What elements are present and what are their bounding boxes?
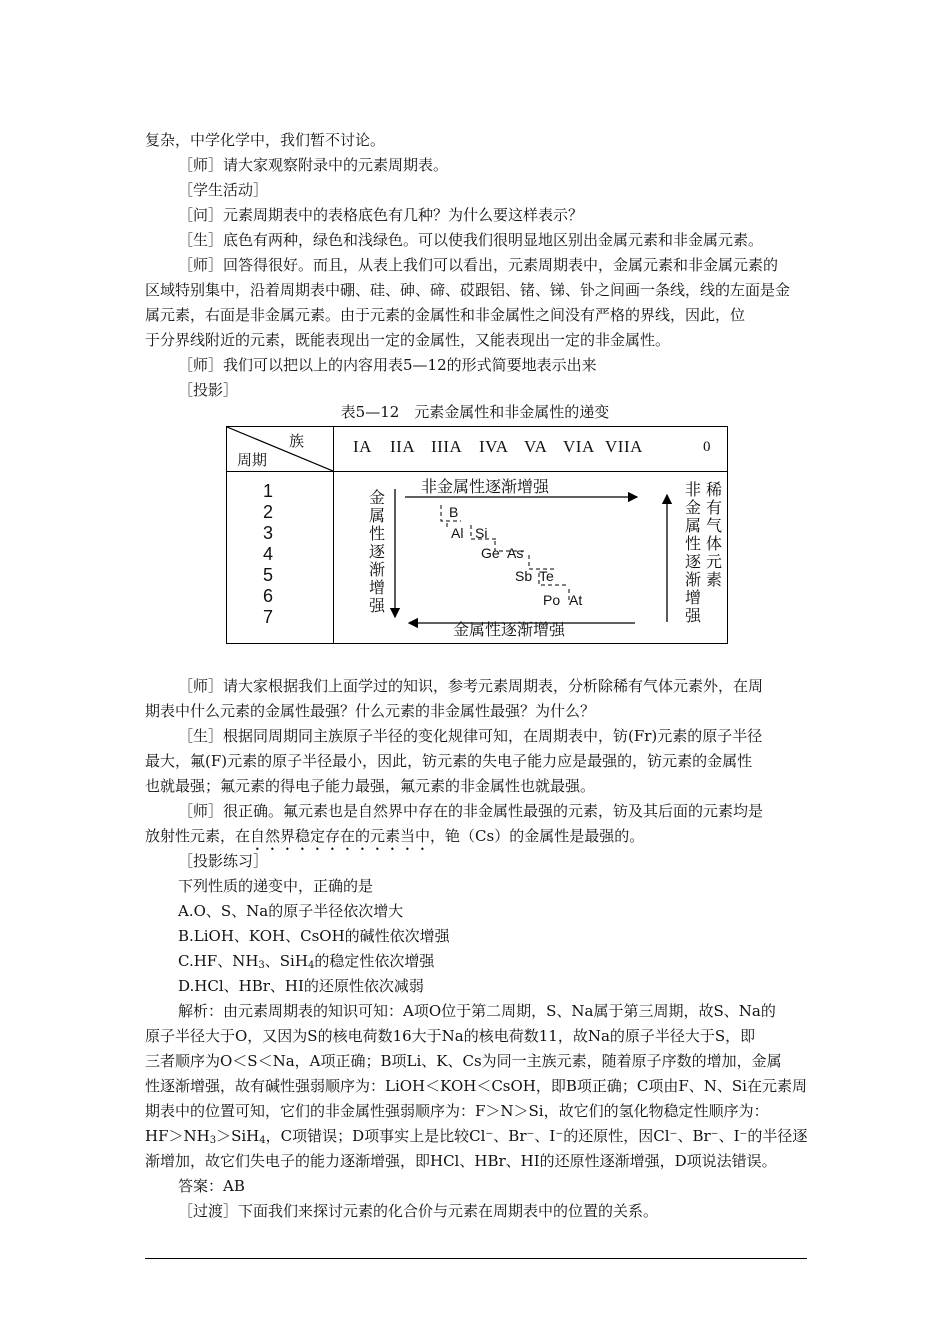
text-line: ［生］底色有两种，绿色和浅绿色。可以使我们很明显地区别出金属元素和非金属元素。 bbox=[178, 231, 764, 249]
text-span: 、SiH bbox=[264, 952, 308, 970]
group-label: IVA bbox=[479, 437, 509, 456]
element-po: Po bbox=[543, 592, 561, 608]
text-span: HF＞NH bbox=[145, 1127, 210, 1145]
group-label: IIA bbox=[390, 437, 416, 456]
text-line: ［师］回答得很好。而且，从表上我们可以看出，元素周期表中，金属元素和非金属元素的 bbox=[178, 256, 779, 274]
group-label: 0 bbox=[703, 439, 711, 455]
text-line: 期表中什么元素的金属性最强？什么元素的非金属性最强？为什么？ bbox=[145, 702, 596, 720]
subscript: 4 bbox=[259, 1135, 266, 1146]
text-span: ＞SiH bbox=[216, 1127, 260, 1145]
element-si: Si bbox=[475, 525, 488, 541]
text-line: 也就最强；氟元素的得电子能力最强，氟元素的非金属性也就最强。 bbox=[145, 777, 596, 795]
group-label: VIIA bbox=[605, 437, 643, 456]
text-line: 三者顺序为O＜S＜Na，A项正确；B项Li、K、Cs为同一主族元素，随着原子序数的增加，金属 bbox=[145, 1052, 782, 1070]
text-line: 下列性质的递变中，正确的是 bbox=[178, 877, 374, 895]
group-label: IA bbox=[353, 437, 372, 456]
header-group-label: 族 bbox=[289, 432, 305, 450]
top-arrow-label: 非金属性逐渐增强 bbox=[421, 477, 550, 496]
text-line: ［生］根据同周期同主族原子半径的变化规律可知，在周期表中，钫(Fr)元素的原子半径 bbox=[178, 727, 763, 745]
text-span: 放射性元素，在 bbox=[145, 827, 251, 845]
element-at: At bbox=[569, 592, 583, 608]
element-b: B bbox=[449, 504, 459, 520]
text-line: 渐增加，故它们失电子的能力逐渐增强，即HCl、HBr、HI的还原性逐渐增强，D项说法错误。 bbox=[145, 1152, 777, 1170]
text-line: 区域特别集中，沿着周期表中硼、硅、砷、碲、砹跟铝、锗、锑、钋之间画一条线，线的左面是金 bbox=[145, 281, 791, 299]
text-span: 的稳定性依次增强 bbox=[314, 952, 435, 970]
period-numbers: 1 2 3 4 5 6 7 bbox=[263, 481, 274, 627]
text-line: 期表中的位置可知，它们的非金属性强弱顺序为：F＞N＞Si，故它们的氢化物稳定性顺序为： bbox=[145, 1102, 769, 1120]
option-a: A.O、S、Na的原子半径依次增大 bbox=[178, 902, 404, 920]
group-label: IIIA bbox=[431, 437, 463, 456]
text-line: 原子半径大于O，又因为S的核电荷数16大于Na的核电荷数11，故Na的原子半径大于S，即 bbox=[145, 1027, 756, 1045]
option-b: B.LiOH、KOH、CsOH的碱性依次增强 bbox=[178, 927, 450, 945]
table-caption: 表5—12 元素金属性和非金属性的递变 bbox=[340, 403, 610, 421]
text-line: ［师］请大家根据我们上面学过的知识，参考元素周期表，分析除稀有气体元素外，在周 bbox=[178, 677, 764, 695]
text-line: 复杂，中学化学中，我们暂不讨论。 bbox=[145, 131, 386, 149]
transition-line: ［过渡］下面我们来探讨元素的化合价与元素在周期表中的位置的关系。 bbox=[178, 1202, 659, 1220]
emphasized-text: 自然界稳定存在的元素当中 bbox=[250, 827, 431, 845]
text-line: 性逐渐增强，故有碱性强弱顺序为：LiOH＜KOH＜CsOH，即B项正确；C项由F、N、Si在元素周 bbox=[145, 1077, 807, 1095]
metal-nonmetal-boundary bbox=[441, 505, 569, 603]
element-al: Al bbox=[451, 525, 464, 541]
text-line: ［师］我们可以把以上的内容用表5—12的形式简要地表示出来 bbox=[178, 356, 597, 374]
group-label: VIA bbox=[563, 437, 595, 456]
text-span: ，C项错误；D项事实上是比较Cl⁻、Br⁻、I⁻的还原性，因Cl⁻、Br⁻、I⁻的半径逐 bbox=[265, 1127, 808, 1145]
subscript: 3 bbox=[209, 1135, 217, 1146]
element-sb: Sb bbox=[515, 568, 533, 584]
subscript: 3 bbox=[258, 960, 265, 971]
text-line: ［学生活动］ bbox=[178, 181, 269, 199]
text-line: ［师］很正确。氟元素也是自然界中存在的非金属性最强的元素，钫及其后面的元素均是 bbox=[178, 802, 764, 820]
text-line: ［问］元素周期表中的表格底色有几种？为什么要这样表示？ bbox=[178, 206, 584, 224]
element-as: As bbox=[507, 545, 524, 561]
bottom-arrow-label: 金属性逐渐增强 bbox=[453, 620, 566, 639]
text-line: ［投影］ bbox=[178, 381, 239, 399]
footer-rule bbox=[145, 1258, 807, 1259]
subscript: 4 bbox=[307, 960, 315, 971]
text-span: ，铯（Cs）的金属性是最强的。 bbox=[430, 827, 645, 845]
text-line: ［师］请大家观察附录中的元素周期表。 bbox=[178, 156, 449, 174]
periodic-trend-table bbox=[226, 426, 728, 644]
text-line: 解析：由元素周期表的知识可知：A项O位于第二周期，S、Na属于第三周期，故S、Na的 bbox=[178, 1002, 776, 1020]
element-ge: Ge bbox=[481, 545, 500, 561]
answer-line: 答案：AB bbox=[178, 1177, 245, 1195]
text-line bbox=[145, 826, 644, 854]
header-period-label: 周期 bbox=[237, 451, 268, 469]
text-line bbox=[145, 1126, 807, 1151]
text-line: ［投影练习］ bbox=[178, 852, 269, 870]
option-d: D.HCl、HBr、HI的还原性依次减弱 bbox=[178, 977, 424, 995]
group-label: VA bbox=[524, 437, 548, 456]
option-c bbox=[178, 951, 434, 976]
noble-gas-label: 稀有气体元素 bbox=[705, 480, 722, 589]
text-line: 最大，氟(F)元素的原子半径最小，因此，钫元素的失电子能力应是最强的，钫元素的金属性 bbox=[145, 752, 753, 770]
text-span: C.HF、NH bbox=[178, 952, 259, 970]
text-line: 属元素，右面是非金属元素。由于元素的金属性和非金属性之间没有严格的界线，因此，位 bbox=[145, 306, 746, 324]
left-vertical-label: 金属性逐渐增强 bbox=[368, 488, 385, 615]
right-vertical-label: 非金属性逐渐增强 bbox=[684, 480, 701, 625]
element-te: Te bbox=[539, 568, 554, 584]
text-line: 于分界线附近的元素，既能表现出一定的金属性，又能表现出一定的非金属性。 bbox=[145, 331, 671, 349]
